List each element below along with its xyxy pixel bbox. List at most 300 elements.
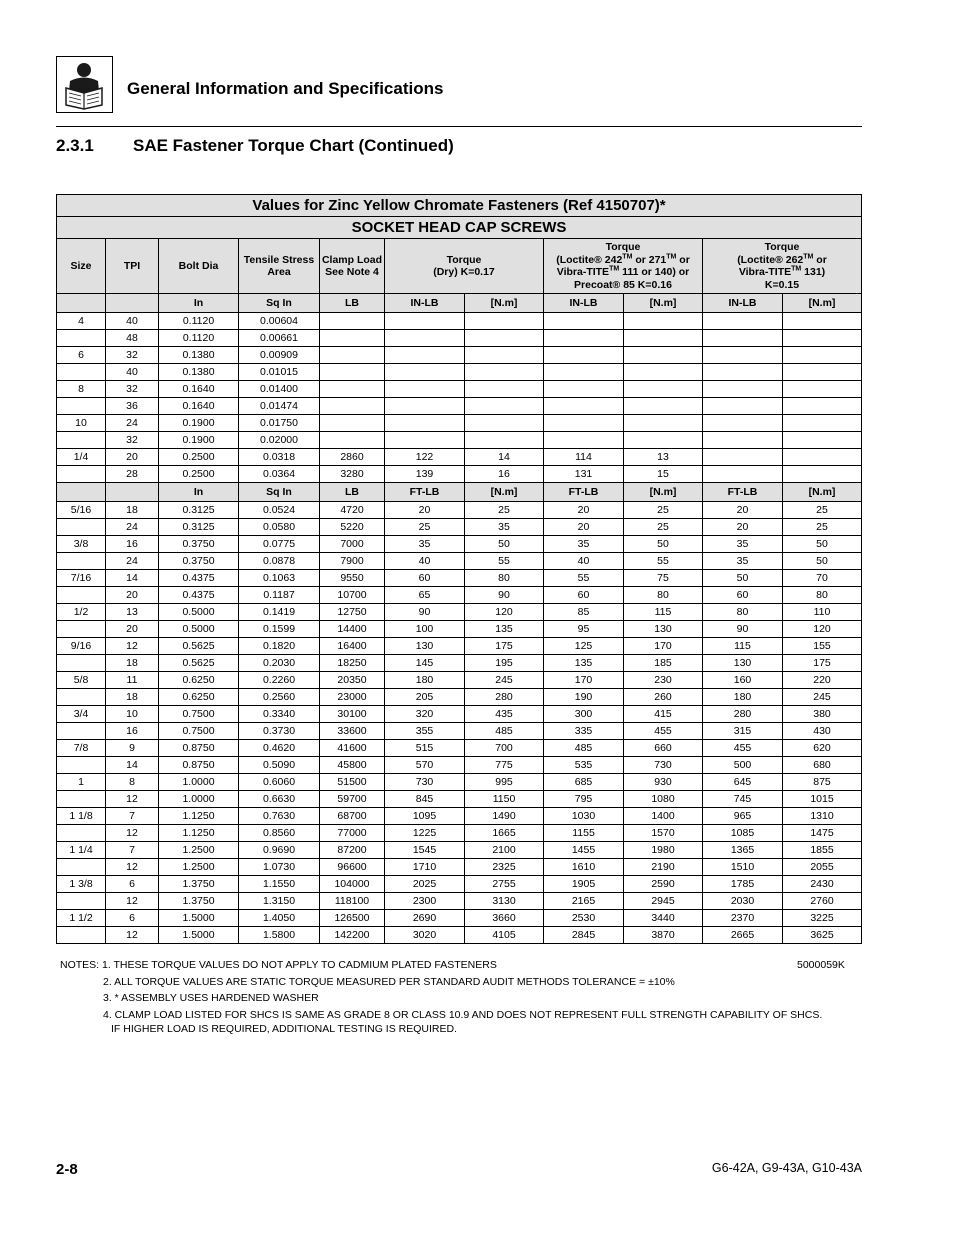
table-cell: 0.01750 bbox=[239, 415, 320, 432]
table-cell: 3280 bbox=[320, 466, 385, 483]
table-cell: 50 bbox=[783, 553, 862, 570]
table-cell: 2760 bbox=[783, 893, 862, 910]
table-cell: 77000 bbox=[320, 825, 385, 842]
table-cell: 535 bbox=[544, 757, 624, 774]
table-row bbox=[57, 638, 862, 655]
table-cell: 60 bbox=[385, 570, 465, 587]
table-row bbox=[57, 655, 862, 672]
table-cell: 1095 bbox=[385, 808, 465, 825]
table-cell bbox=[544, 432, 624, 449]
table-cell: 700 bbox=[465, 740, 544, 757]
table-cell: 280 bbox=[703, 706, 783, 723]
table-cell bbox=[320, 330, 385, 347]
units-cell: [N.m] bbox=[465, 483, 544, 502]
table-cell: 1030 bbox=[544, 808, 624, 825]
table-cell: 1.1250 bbox=[159, 808, 239, 825]
table-cell: 260 bbox=[624, 689, 703, 706]
units-cell: LB bbox=[320, 483, 385, 502]
table-row bbox=[57, 587, 862, 604]
table-row bbox=[57, 553, 862, 570]
table-cell: 185 bbox=[624, 655, 703, 672]
table-cell: 485 bbox=[544, 740, 624, 757]
section-number: 2.3.1 bbox=[56, 136, 94, 155]
table-row bbox=[57, 876, 862, 893]
table-cell: 0.4375 bbox=[159, 587, 239, 604]
table-cell: 180 bbox=[385, 672, 465, 689]
manual-reader-icon bbox=[56, 56, 113, 113]
table-cell: 60 bbox=[544, 587, 624, 604]
table-cell bbox=[385, 313, 465, 330]
table-cell: 0.1120 bbox=[159, 330, 239, 347]
table-cell: 80 bbox=[465, 570, 544, 587]
table-cell: 0.1640 bbox=[159, 381, 239, 398]
table-cell: 0.1640 bbox=[159, 398, 239, 415]
table-cell bbox=[544, 313, 624, 330]
table-cell: 3870 bbox=[624, 927, 703, 944]
table-cell: 23000 bbox=[320, 689, 385, 706]
table-cell: 2755 bbox=[465, 876, 544, 893]
table-cell: 40 bbox=[385, 553, 465, 570]
table-cell bbox=[57, 893, 106, 910]
table-cell: 6 bbox=[106, 876, 159, 893]
table-cell bbox=[385, 381, 465, 398]
table-cell: 8 bbox=[57, 381, 106, 398]
table-cell bbox=[783, 381, 862, 398]
table-cell: 16400 bbox=[320, 638, 385, 655]
table-cell: 90 bbox=[703, 621, 783, 638]
units-cell: Sq In bbox=[239, 483, 320, 502]
table-cell: 55 bbox=[544, 570, 624, 587]
units-cell: IN-LB bbox=[544, 294, 624, 313]
table-cell: 0.1380 bbox=[159, 364, 239, 381]
table-cell bbox=[703, 347, 783, 364]
table-cell: 25 bbox=[783, 519, 862, 536]
torque-chart-table bbox=[56, 194, 862, 944]
table-cell: 24 bbox=[106, 519, 159, 536]
table-cell: 18 bbox=[106, 655, 159, 672]
table-cell bbox=[320, 415, 385, 432]
table-cell: 0.4375 bbox=[159, 570, 239, 587]
table-cell bbox=[57, 398, 106, 415]
table-cell: 18250 bbox=[320, 655, 385, 672]
table-cell: 1/4 bbox=[57, 449, 106, 466]
table-row bbox=[57, 893, 862, 910]
table-cell: 620 bbox=[783, 740, 862, 757]
table-cell bbox=[544, 415, 624, 432]
table-cell: 1570 bbox=[624, 825, 703, 842]
table-cell: 13 bbox=[624, 449, 703, 466]
table-cell bbox=[783, 347, 862, 364]
units-cell: FT-LB bbox=[544, 483, 624, 502]
table-cell: 1.3750 bbox=[159, 876, 239, 893]
units-cell: In bbox=[159, 483, 239, 502]
table-cell bbox=[385, 432, 465, 449]
table-cell: 0.2560 bbox=[239, 689, 320, 706]
table-cell: 680 bbox=[783, 757, 862, 774]
table-cell: 20 bbox=[106, 621, 159, 638]
table-cell bbox=[465, 364, 544, 381]
table-cell: 245 bbox=[465, 672, 544, 689]
table-cell: 32 bbox=[106, 347, 159, 364]
table-cell bbox=[57, 723, 106, 740]
table-cell bbox=[783, 398, 862, 415]
table-cell: 35 bbox=[385, 536, 465, 553]
table-row bbox=[57, 791, 862, 808]
table-cell: 18 bbox=[106, 689, 159, 706]
table-cell: 40 bbox=[544, 553, 624, 570]
table-cell: 1085 bbox=[703, 825, 783, 842]
table-cell bbox=[624, 398, 703, 415]
table-row bbox=[57, 842, 862, 859]
table-cell bbox=[624, 330, 703, 347]
table-cell: 335 bbox=[544, 723, 624, 740]
table-cell: 126500 bbox=[320, 910, 385, 927]
table-cell: 2370 bbox=[703, 910, 783, 927]
table-cell: 2030 bbox=[703, 893, 783, 910]
table-cell: 40 bbox=[106, 313, 159, 330]
table-row bbox=[57, 519, 862, 536]
table-row bbox=[57, 364, 862, 381]
table-cell: 1710 bbox=[385, 859, 465, 876]
units-cell: LB bbox=[320, 294, 385, 313]
table-cell: 35 bbox=[465, 519, 544, 536]
table-cell: 12750 bbox=[320, 604, 385, 621]
table-cell: 135 bbox=[465, 621, 544, 638]
table-cell: 18 bbox=[106, 502, 159, 519]
table-cell: 7/8 bbox=[57, 740, 106, 757]
table-cell: 1980 bbox=[624, 842, 703, 859]
table-cell: 7000 bbox=[320, 536, 385, 553]
table-row bbox=[57, 347, 862, 364]
table-cell: 14 bbox=[106, 570, 159, 587]
table-row bbox=[57, 313, 862, 330]
table-cell: 90 bbox=[385, 604, 465, 621]
units-cell: [N.m] bbox=[624, 294, 703, 313]
table-cell: 0.5625 bbox=[159, 655, 239, 672]
table-cell: 730 bbox=[624, 757, 703, 774]
table-cell: 0.00909 bbox=[239, 347, 320, 364]
table-cell: 2665 bbox=[703, 927, 783, 944]
units-cell bbox=[106, 483, 159, 502]
table-cell: 16 bbox=[106, 536, 159, 553]
table-cell: 0.0878 bbox=[239, 553, 320, 570]
table-row bbox=[57, 706, 862, 723]
table-cell: 0.2500 bbox=[159, 449, 239, 466]
table-cell: 12 bbox=[106, 638, 159, 655]
units-cell bbox=[57, 483, 106, 502]
table-cell: 455 bbox=[703, 740, 783, 757]
table-row bbox=[57, 825, 862, 842]
table-cell: 0.7630 bbox=[239, 808, 320, 825]
table-cell: 0.6060 bbox=[239, 774, 320, 791]
table-cell: 415 bbox=[624, 706, 703, 723]
table-cell bbox=[783, 466, 862, 483]
note-1: NOTES: 1. THESE TORQUE VALUES DO NOT APPLY TO CADMIUM PLATED FASTENERS bbox=[60, 959, 497, 971]
table-cell: 515 bbox=[385, 740, 465, 757]
table-cell: 0.2260 bbox=[239, 672, 320, 689]
table-cell: 120 bbox=[465, 604, 544, 621]
table-cell bbox=[57, 519, 106, 536]
table-row bbox=[57, 927, 862, 944]
table-cell bbox=[624, 432, 703, 449]
table-cell: 7900 bbox=[320, 553, 385, 570]
table-subtitle: SOCKET HEAD CAP SCREWS bbox=[57, 217, 862, 239]
table-cell: 2100 bbox=[465, 842, 544, 859]
table-cell: 965 bbox=[703, 808, 783, 825]
table-cell: 0.00661 bbox=[239, 330, 320, 347]
table-cell: 20350 bbox=[320, 672, 385, 689]
table-cell: 0.6250 bbox=[159, 672, 239, 689]
table-cell bbox=[783, 330, 862, 347]
table-cell: 1.0000 bbox=[159, 791, 239, 808]
table-cell: 685 bbox=[544, 774, 624, 791]
units-cell: [N.m] bbox=[783, 294, 862, 313]
col-header-clamp-load: Clamp Load See Note 4 bbox=[320, 239, 385, 294]
table-cell: 110 bbox=[783, 604, 862, 621]
table-cell: 115 bbox=[624, 604, 703, 621]
table-cell bbox=[57, 689, 106, 706]
table-cell bbox=[783, 449, 862, 466]
table-cell: 135 bbox=[544, 655, 624, 672]
table-row bbox=[57, 466, 862, 483]
table-cell: 0.1120 bbox=[159, 313, 239, 330]
table-cell: 1080 bbox=[624, 791, 703, 808]
table-cell: 775 bbox=[465, 757, 544, 774]
table-cell: 80 bbox=[703, 604, 783, 621]
note-2: 2. ALL TORQUE VALUES ARE STATIC TORQUE MEASURED PER STANDARD AUDIT METHODS TOLERANCE = ±10% bbox=[103, 975, 675, 988]
table-cell: 20 bbox=[106, 587, 159, 604]
table-row bbox=[57, 859, 862, 876]
table-cell: 1.5000 bbox=[159, 910, 239, 927]
table-cell: 0.6630 bbox=[239, 791, 320, 808]
table-cell bbox=[544, 364, 624, 381]
table-cell: 2165 bbox=[544, 893, 624, 910]
table-cell: 455 bbox=[624, 723, 703, 740]
table-row bbox=[57, 774, 862, 791]
units-cell: IN-LB bbox=[385, 294, 465, 313]
table-cell: 36 bbox=[106, 398, 159, 415]
table-cell bbox=[624, 415, 703, 432]
table-cell: 0.0524 bbox=[239, 502, 320, 519]
table-cell: 16 bbox=[465, 466, 544, 483]
table-cell: 0.0580 bbox=[239, 519, 320, 536]
table-cell: 6 bbox=[106, 910, 159, 927]
table-cell: 59700 bbox=[320, 791, 385, 808]
header-title: General Information and Specifications bbox=[127, 79, 444, 98]
table-cell: 3660 bbox=[465, 910, 544, 927]
table-row bbox=[57, 723, 862, 740]
table-cell: 65 bbox=[385, 587, 465, 604]
units-cell bbox=[57, 294, 106, 313]
table-cell: 87200 bbox=[320, 842, 385, 859]
table-cell: 0.2030 bbox=[239, 655, 320, 672]
table-cell: 24 bbox=[106, 415, 159, 432]
table-cell bbox=[783, 313, 862, 330]
table-cell: 1 bbox=[57, 774, 106, 791]
table-cell: 0.5000 bbox=[159, 604, 239, 621]
table-cell: 130 bbox=[624, 621, 703, 638]
table-cell: 8 bbox=[106, 774, 159, 791]
table-row bbox=[57, 740, 862, 757]
table-cell: 9 bbox=[106, 740, 159, 757]
table-cell bbox=[465, 381, 544, 398]
table-cell: 2190 bbox=[624, 859, 703, 876]
table-cell: 1.3150 bbox=[239, 893, 320, 910]
table-cell: 995 bbox=[465, 774, 544, 791]
table-row bbox=[57, 502, 862, 519]
table-cell bbox=[385, 364, 465, 381]
table-cell: 70 bbox=[783, 570, 862, 587]
table-row bbox=[57, 672, 862, 689]
table-cell: 20 bbox=[703, 502, 783, 519]
table-cell: 1610 bbox=[544, 859, 624, 876]
table-cell: 220 bbox=[783, 672, 862, 689]
units-row bbox=[57, 294, 862, 313]
table-cell: 28 bbox=[106, 466, 159, 483]
table-cell: 100 bbox=[385, 621, 465, 638]
table-cell: 5220 bbox=[320, 519, 385, 536]
table-cell: 1.4050 bbox=[239, 910, 320, 927]
table-cell: 0.8560 bbox=[239, 825, 320, 842]
table-row bbox=[57, 381, 862, 398]
table-cell: 41600 bbox=[320, 740, 385, 757]
table-cell bbox=[57, 825, 106, 842]
table-cell bbox=[57, 466, 106, 483]
table-cell: 1/2 bbox=[57, 604, 106, 621]
table-cell: 205 bbox=[385, 689, 465, 706]
table-cell: 0.3125 bbox=[159, 519, 239, 536]
table-cell: 155 bbox=[783, 638, 862, 655]
table-cell: 3/8 bbox=[57, 536, 106, 553]
table-cell: 6 bbox=[57, 347, 106, 364]
table-cell: 795 bbox=[544, 791, 624, 808]
table-cell: 245 bbox=[783, 689, 862, 706]
table-cell: 20 bbox=[544, 519, 624, 536]
table-cell: 2055 bbox=[783, 859, 862, 876]
table-cell bbox=[57, 927, 106, 944]
col-header-torque-loctite-262: Torque (Loctite® 262™ or Vibra-TITE™ 131) K=0.15 bbox=[703, 239, 862, 294]
table-cell bbox=[465, 313, 544, 330]
table-cell: 14 bbox=[106, 757, 159, 774]
table-cell: 0.1380 bbox=[159, 347, 239, 364]
table-cell: 2430 bbox=[783, 876, 862, 893]
table-cell bbox=[703, 449, 783, 466]
table-cell: 14 bbox=[465, 449, 544, 466]
table-cell: 435 bbox=[465, 706, 544, 723]
table-cell: 660 bbox=[624, 740, 703, 757]
table-cell: 55 bbox=[624, 553, 703, 570]
table-cell: 95 bbox=[544, 621, 624, 638]
table-cell: 0.3730 bbox=[239, 723, 320, 740]
table-cell bbox=[57, 655, 106, 672]
table-row bbox=[57, 570, 862, 587]
table-cell: 175 bbox=[465, 638, 544, 655]
table-cell: 50 bbox=[783, 536, 862, 553]
table-cell: 4 bbox=[57, 313, 106, 330]
table-cell: 0.1063 bbox=[239, 570, 320, 587]
table-cell: 12 bbox=[106, 893, 159, 910]
table-cell: 0.00604 bbox=[239, 313, 320, 330]
table-cell: 0.7500 bbox=[159, 706, 239, 723]
table-cell bbox=[783, 415, 862, 432]
note-4-continued: IF HIGHER LOAD IS REQUIRED, ADDITIONAL TESTING IS REQUIRED. bbox=[111, 1023, 457, 1035]
table-cell bbox=[57, 791, 106, 808]
table-row bbox=[57, 415, 862, 432]
table-cell: 355 bbox=[385, 723, 465, 740]
table-cell bbox=[544, 330, 624, 347]
table-cell: 1150 bbox=[465, 791, 544, 808]
table-cell: 0.1599 bbox=[239, 621, 320, 638]
table-cell: 35 bbox=[703, 553, 783, 570]
table-cell: 0.1900 bbox=[159, 432, 239, 449]
table-cell: 11 bbox=[106, 672, 159, 689]
table-cell bbox=[320, 364, 385, 381]
units-cell bbox=[106, 294, 159, 313]
table-cell: 930 bbox=[624, 774, 703, 791]
table-cell: 0.5090 bbox=[239, 757, 320, 774]
table-cell bbox=[544, 347, 624, 364]
table-cell: 25 bbox=[624, 519, 703, 536]
table-cell: 2590 bbox=[624, 876, 703, 893]
table-cell: 30100 bbox=[320, 706, 385, 723]
table-cell bbox=[320, 313, 385, 330]
table-cell: 9/16 bbox=[57, 638, 106, 655]
table-cell: 1665 bbox=[465, 825, 544, 842]
table-cell: 20 bbox=[544, 502, 624, 519]
table-cell bbox=[57, 621, 106, 638]
table-cell: 0.1419 bbox=[239, 604, 320, 621]
table-cell bbox=[703, 466, 783, 483]
table-cell: 300 bbox=[544, 706, 624, 723]
table-cell: 485 bbox=[465, 723, 544, 740]
table-cell: 5/8 bbox=[57, 672, 106, 689]
table-cell bbox=[544, 381, 624, 398]
table-cell: 160 bbox=[703, 672, 783, 689]
table-cell: 45800 bbox=[320, 757, 385, 774]
table-cell: 5/16 bbox=[57, 502, 106, 519]
table-cell: 15 bbox=[624, 466, 703, 483]
table-cell bbox=[544, 398, 624, 415]
table-cell: 16 bbox=[106, 723, 159, 740]
col-header-size: Size bbox=[57, 239, 106, 294]
table-cell bbox=[320, 398, 385, 415]
table-cell: 25 bbox=[385, 519, 465, 536]
table-cell: 1490 bbox=[465, 808, 544, 825]
table-cell: 60 bbox=[703, 587, 783, 604]
table-cell: 75 bbox=[624, 570, 703, 587]
table-cell: 120 bbox=[783, 621, 862, 638]
header-divider bbox=[56, 126, 862, 127]
table-cell: 139 bbox=[385, 466, 465, 483]
table-cell: 1905 bbox=[544, 876, 624, 893]
table-cell: 3020 bbox=[385, 927, 465, 944]
table-cell: 25 bbox=[465, 502, 544, 519]
table-cell: 130 bbox=[703, 655, 783, 672]
table-cell: 7 bbox=[106, 842, 159, 859]
table-cell bbox=[385, 398, 465, 415]
col-header-torque-dry: Torque (Dry) K=0.17 bbox=[385, 239, 544, 294]
table-cell: 0.1820 bbox=[239, 638, 320, 655]
table-cell: 7 bbox=[106, 808, 159, 825]
table-cell: 645 bbox=[703, 774, 783, 791]
table-row bbox=[57, 536, 862, 553]
table-cell: 104000 bbox=[320, 876, 385, 893]
table-row bbox=[57, 808, 862, 825]
table-cell bbox=[465, 432, 544, 449]
table-cell: 1.5000 bbox=[159, 927, 239, 944]
table-cell: 0.01400 bbox=[239, 381, 320, 398]
table-cell: 380 bbox=[783, 706, 862, 723]
